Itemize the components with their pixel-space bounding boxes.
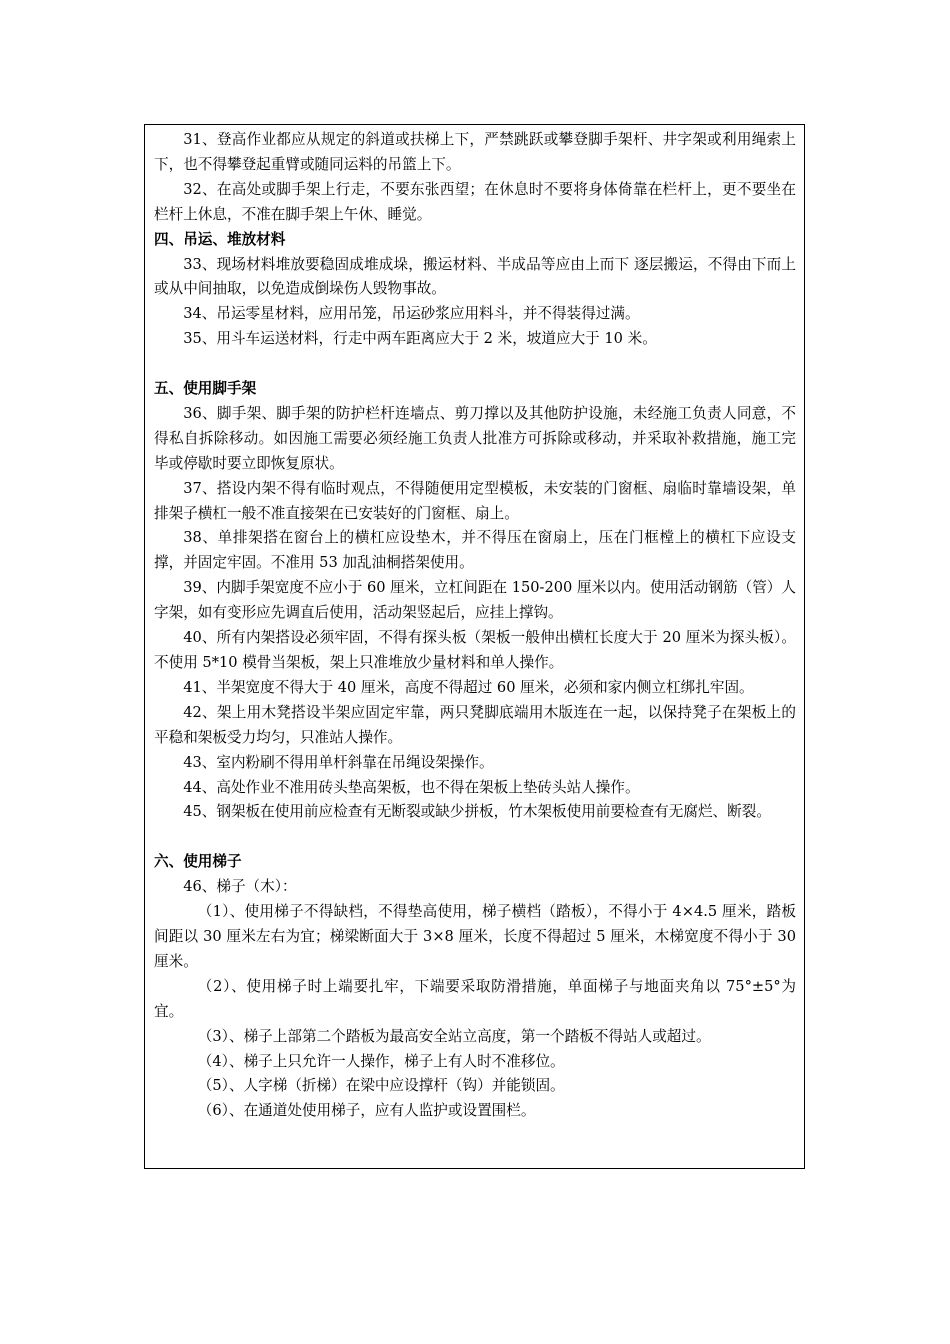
- blank-line: [154, 352, 796, 377]
- item-40: 40、所有内架搭设必须牢固，不得有探头板（架板一般伸出横杠长度大于 20 厘米为探头板）。不使用 5*10 模骨当架板，架上只准堆放少量材料和单人操作。: [154, 629, 796, 672]
- item-39: 39、内脚手架宽度不应小于 60 厘米，立杠间距在 150-200 厘米以内。使用活动钢筋（管）人字架，如有变形应先调直后使用，活动架竖起后，应挂上撑钩。: [154, 579, 796, 622]
- sub-item-1: （1）、使用梯子不得缺档，不得垫高使用，梯子横档（踏板），不得小于 4×4.5 厘米，踏板间距以 30 厘米左右为宜；梯梁断面大于 3×8 厘米，长度不得超过 5 厘米，木梯宽度不得小于 30 厘米。: [154, 903, 796, 970]
- item-36: 36、脚手架、脚手架的防护栏杆连墙点、剪刀撑以及其他防护设施，未经施工负责人同意，不得私自拆除移动。如因施工需要必须经施工负责人批准方可拆除或移动，并采取补救措施，施工完毕或停歇时要立即恢复原状。: [154, 404, 796, 472]
- blank-line: [154, 825, 796, 850]
- item-41: 41、半架宽度不得大于 40 厘米，高度不得超过 60 厘米，必须和家内侧立杠绑扎牢固。: [183, 678, 754, 696]
- item-34: 34、吊运零星材料，应用吊笼，吊运砂浆应用料斗，并不得装得过满。: [183, 305, 640, 323]
- item-37: 37、搭设内架不得有临时观点，不得随便用定型模板，未安装的门窗框、扇临时靠墙设架，单排架子横杠一般不准直接架在已安装好的门窗框、扇上。: [154, 479, 796, 522]
- item-31: 31、登高作业都应从规定的斜道或扶梯上下，严禁跳跃或攀登脚手架杆、井字架或利用绳索上下，也不得攀登起重臂或随同运料的吊篮上下。: [154, 131, 796, 173]
- document-table-cell: [144, 124, 805, 1169]
- item-46: 46、梯子（木）：: [183, 878, 297, 896]
- item-42: 42、架上用木凳搭设半架应固定牢靠，两只凳脚底端用木版连在一起，以保持凳子在架板上的平稳和架板受力均匀，只准站人操作。: [154, 703, 796, 746]
- sub-item-5: （5）、人字梯（折梯）在梁中应设撑杆（钩）并能锁固。: [197, 1077, 565, 1095]
- sub-item-4: （4）、梯子上只允许一人操作，梯子上有人时不准移位。: [197, 1052, 565, 1070]
- item-44: 44、高处作业不准用砖头垫高架板，也不得在架板上垫砖头站人操作。: [183, 778, 640, 796]
- sub-item-3: （3）、梯子上部第二个踏板为最高安全站立高度，第一个踏板不得站人或超过。: [197, 1027, 711, 1045]
- item-32: 32、在高处或脚手架上行走，不要东张西望；在休息时不要将身体倚靠在栏杆上，更不要坐在栏杆上休息，不准在脚手架上午休、睡觉。: [154, 180, 796, 223]
- item-33: 33、现场材料堆放要稳固成堆成垛，搬运材料、半成品等应由上而下 逐层搬运，不得由下而上或从中间抽取，以免造成倒垛伤人毁物事故。: [154, 255, 796, 298]
- section-heading-6: 六、使用梯子: [154, 853, 242, 871]
- sub-item-2: （2）、使用梯子时上端要扎牢，下端要采取防滑措施，单面梯子与地面夹角以 75°±5°为宜。: [154, 977, 796, 1020]
- section-heading-5: 五、使用脚手架: [154, 380, 257, 398]
- item-38: 38、单排架搭在窗台上的横杠应设垫木，并不得压在窗扇上，压在门框樘上的横杠下应设支撑，并固定牢固。不准用 53 加乱油桐搭架使用。: [154, 529, 796, 572]
- item-45: 45、钢架板在使用前应检查有无断裂或缺少拼板，竹木架板使用前要检查有无腐烂、断裂。: [183, 803, 771, 821]
- item-35: 35、用斗车运送材料，行走中两车距离应大于 2 米，坡道应大于 10 米。: [183, 330, 657, 348]
- item-43: 43、室内粉刷不得用单杆斜靠在吊绳设架操作。: [183, 753, 494, 771]
- sub-item-6: （6）、在通道处使用梯子，应有人监护或设置围栏。: [197, 1102, 536, 1120]
- section-heading-4: 四、吊运、堆放材料: [154, 230, 286, 248]
